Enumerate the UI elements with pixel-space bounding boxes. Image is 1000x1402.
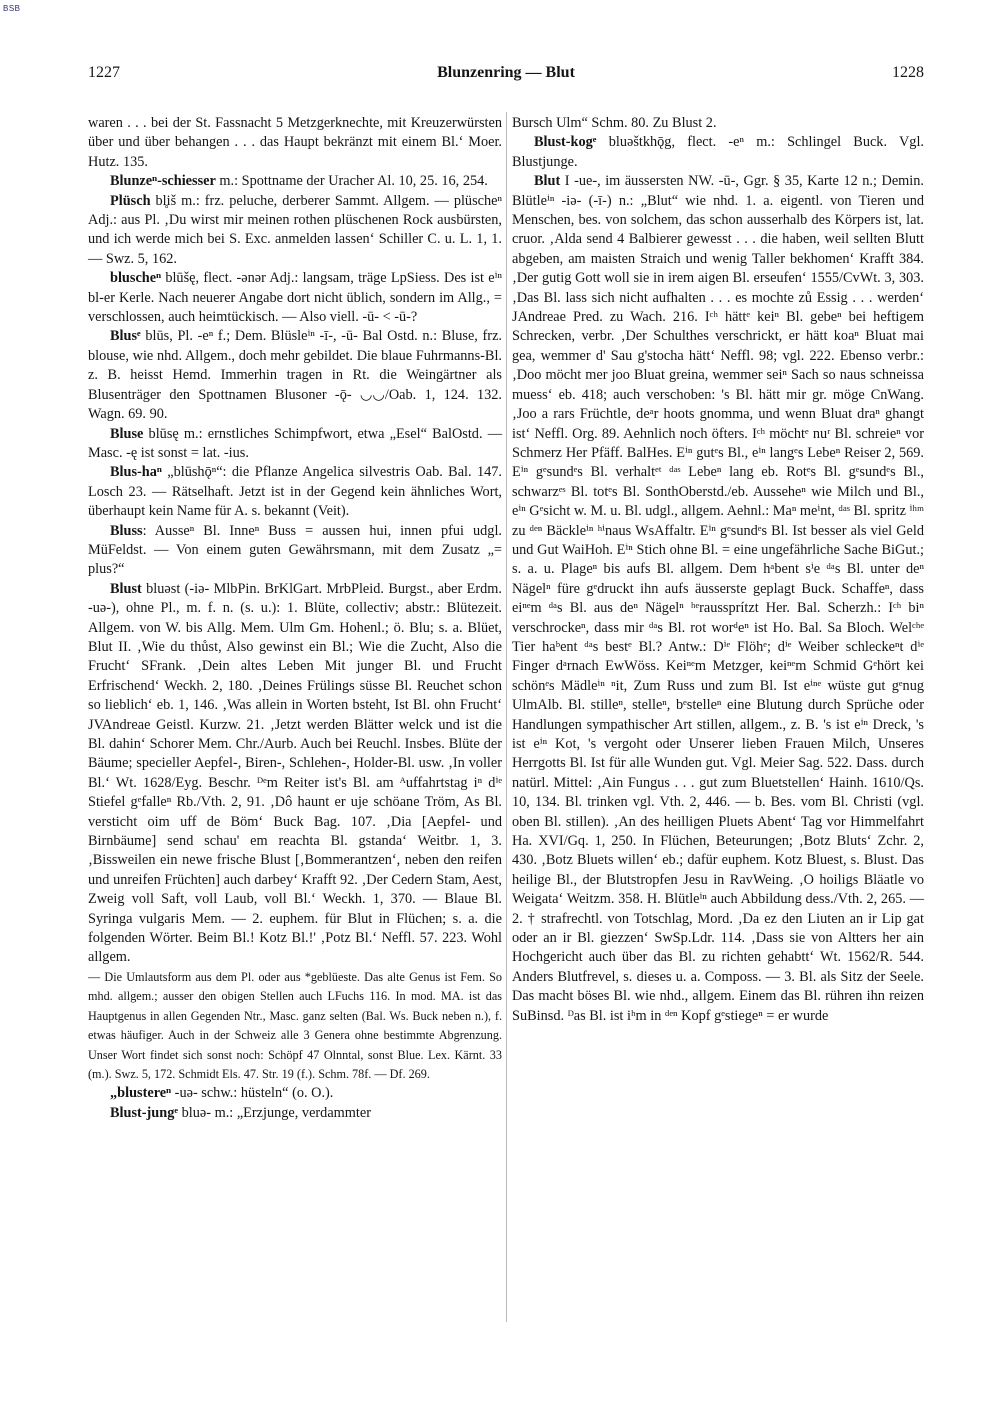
entry-text: blūs, Pl. -eⁿ f.; Dem. Blüsleⁱⁿ -ī-, -ū- Bal Ostd. n.: Bluse, frz. blouse, wie nhd. Allgem., doch mehr gebildet. Die blaue Fuhrmanns-Bl. z. B. heisst Hemd. Immerhin tragen in Rt. die Weingärtner als Blusenträger den Spottnamen Blusoner -ǭ- ◡◡/Oab. 1, 124. 132. Wagn. 69. 90. bbox=[88, 328, 502, 423]
page-number-right: 1228 bbox=[892, 64, 924, 81]
dictionary-entry bbox=[512, 172, 924, 1026]
entry-headword: Blus-haⁿ bbox=[110, 464, 162, 481]
page-header bbox=[88, 64, 924, 86]
entry-text: bluəštkhǭg, flect. -eⁿ m.: Schlingel Buck. Vgl. Blustjunge. bbox=[512, 134, 924, 170]
dictionary-entry bbox=[88, 1084, 502, 1103]
entry-headword: Blunzeⁿ-schiesser bbox=[110, 173, 216, 190]
left-column bbox=[88, 114, 502, 1319]
dictionary-entry bbox=[88, 522, 502, 580]
entry-headword: Bluse bbox=[110, 425, 144, 442]
entry-text: waren . . . bei der St. Fassnacht 5 Metzgerknechte, mit Kreuzerwürsten über und über behangen . . . das Haupt bekränzt mit einem Bl.‘ Moer. Hutz. 135. bbox=[88, 115, 502, 170]
entry-text: „blūshǭⁿ“: die Pflanze Angelica silvestris Oab. Bal. 147. Losch 23. — Rätselhaft. Jetzt ist in der Gegend kein ähnliches Wort, überhaupt kein Name für A. s. bekannt (Veit). bbox=[88, 464, 502, 520]
entry-text: Bursch Ulm“ Schm. 80. Zu Blust 2. bbox=[512, 115, 717, 131]
entry-headword: bluscheⁿ bbox=[110, 270, 162, 287]
entry-text: m.: Spottname der Uracher Al. 10, 25. 16, 254. bbox=[215, 173, 488, 190]
library-stamp: BSB bbox=[3, 4, 21, 13]
entry-text: I -ue-, im äussersten NW. -ū-, Ggr. § 35, Karte 12 n.; Demin. Blütleⁱⁿ -iə- (-ī-) n.: „Blut“ wie nhd. 1. a. eigentl. von Tieren und Menschen, bes. von solchem, das schon ausserhalb des Körpers ist, lat. cruor. ‚Alda send 4 Balbierer gewesst . . . die haben, weil sellten Blutt abgeben, am maisten Straich und wenig Taller bekhomen‘ Krafft 384. ‚Der gutig Gott woll sie in irem aigen Bl. erseufen‘ 1555/CvWt. 3, 303. ‚Das Bl. lass sich nicht aufhalten . . . es mochte zů Essig . . . werden‘ JAndreae Pred. zu Wach. 216. Iᶜʰ hättᵉ keiⁿ Bl. gebeⁿ bei heftigem Schrecken, verbr. ‚Der Schulthes verschrickt, er hätt koaⁿ Bluat mai gea, wemmer d' Sau g'stocha hätt‘ Neffl. 98; vgl. 222. Ebenso verbr.: ‚Doo möcht mer joo Bluat greina, wemmer seiⁿ Sach so naus schneissa muess‘ eb. 418; auch verschoben: 's Bl. hätt mir gr. möge CnWang. ‚Joo a rars Früchtle, deᵃr hoots gnomma, und wenn Bluat draⁿ ghangt ist‘ Neffl. Org. 89. Aehnlich noch öfters. Iᶜʰ möchtᵉ nuʳ Bl. schreieⁿ vor Schmerz Her Pfäff. BalHes. Eⁱⁿ gutᵉs Bl., eⁱⁿ langᵉs Lebeⁿ Reiser 2, 569. Eⁱⁿ gᵉsundᵉs Bl. verhaltᵉᵗ ᵈᵃˢ Lebeⁿ lang eb. Rotᵉs Bl. gᵉsundᵉs Bl., schwarzᵉˢ Bl. totᵉs Bl. SonthOberstd./eb. Ausseheⁿ wie Milch und Bl., eⁱⁿ Gᵉsicht w. M. u. Bl. udgl., allgem. Aehnl.: Maⁿ meⁱnt, ᵈᵃˢ Bl. spritz ⁱʰᵐ zu ᵈᵉⁿ Bäckleⁱⁿ ʰⁱnaus WsAffaltr. Eⁱⁿ gᵉsundᵉs Bl. Ist besser als viel Geld und Gut WaiHoh. Eⁱⁿ Stich ohne Bl. = eine ungefährliche Sache BiGut.; s. a. u. Plageⁿ bis aufs Bl. allgem. Dem hᵃbent sⁱe ᵈᵃs Bl. unter deⁿ Nägelⁿ füre gᵉdruckt ihn aufs äusserste geplagt Buck. Schaffeⁿ, dass eiⁿᵉm ᵈᵃs Bl. aus deⁿ Nägelⁿ ʰᵉraussprítzt Her. Bal. Scherzh.: Iᶜʰ biⁿ verschrockeⁿ, dass mir ᵈᵃs Bl. rot worᵈeⁿ ist Ho. Bal. Sa Bloch. Welᶜʰᵉ Tier haᵇent ᵈᵃs bestᵉ Bl.? Antw.: Dⁱᵉ Flöhᵉ; dⁱᵉ Weiber schleckeⁿt dⁱᵉ Finger dᵃrnach EwWöss. Keiⁿᵉm Metzger, keiⁿᵉm Schmid Gᵉhört kei schönᵉs Mädleⁱⁿ ⁿit, Zum Russ und zum Bl. Ist eⁱⁿᵉ wüste gut gᵉnug UlmAlb. Bl. stilleⁿ, stelleⁿ, bᵉstelleⁿ eine Blutung durch Sprüche oder Handlungen sympathischer Art stillen, allgem., z. B. 's ist eⁱⁿ Dreck, 's ist eⁱⁿ Kot, 's vergoht oder Unserer lieben Frauen Milch, Unseres Herrgotts Bl. Ist für alle Wunden gut. Vgl. Meier Sag. 522. Dass. durch natürl. Mittel: ‚Ain Fungus . . . gut zum Bluetstellen‘ Hainh. 1610/Qs. 10, 134. Bl. trinken vgl. Vth. 2, 446. — b. Bes. vom Bl. Christi (vgl. oben Bl. stillen). ‚An des heilligen Pluets Abent‘ Tag vor Himmelfahrt Ha. XVI/Gq. 1, 250. In Flüchen, Beteurungen; ‚Botz Bluts‘ Zchr. 2, 430. ‚Botz Bluets willen‘ eb.; dafür euphem. Kotz Bluest, s. Blust. Das heilige Bl., der Blutstropfen Jesu in RavWeing. ‚O hoiligs Bläatle vo Weigata‘ Weitzm. 358. H. Blütleⁱⁿ auch Abbildung dess./Vth. 2, 265. — 2. † strafrechtl. von Totschlag, Mord. ‚Da ez den Liuten an ir Lip gat oder an ir Bl. giezzen‘ SwSp.Ldr. 114. ‚Dass sie von Altters her ain Hochgericht auch über das Bl. zu richten gehabtt‘ Wt. 1562/R. 544. Anders Blutfrevel, s. dieses u. a. Composs. — 3. Bl. als Sitz der Seele. Das macht böses Bl. wie nhd., allgem. Einem das Bl. rühren ihn reizen SuBinsd. ᴰas Bl. ist iʰm in ᵈᵉⁿ Kopf gᵉstiegeⁿ = er wurde bbox=[512, 173, 924, 1024]
entry-text: bl̥iš m.: frz. peluche, derberer Sammt. Allgem. — plüscheⁿ Adj.: aus Pl. ‚Du wirst mir meinen rothen plüschenen Rock ausbürsten, und ich werde mich bei S. Exc. anmelden lassen‘ Schiller C. u. L. 1, 1. — Swz. 5, 162. bbox=[88, 192, 502, 267]
dictionary-entry bbox=[88, 327, 502, 424]
dictionary-entry bbox=[88, 580, 502, 968]
entry-headword: Blust-jungᵉ bbox=[110, 1104, 179, 1121]
entry-headword: Blusᵉ bbox=[110, 328, 141, 345]
dictionary-entry bbox=[88, 463, 502, 521]
dictionary-entry bbox=[88, 172, 502, 191]
entry-continuation bbox=[512, 114, 924, 133]
etymology-note bbox=[88, 968, 502, 1084]
entry-headword: „blustereⁿ bbox=[110, 1085, 172, 1102]
right-column bbox=[512, 114, 924, 1319]
entry-text: blūšę, flect. -ənər Adj.: langsam, träge LpSiess. Des ist eⁱⁿ bl-er Kerle. Nach neuerer Angabe dort nicht üblich, sondern im Allg., = verschlossen, auch heimtückisch. — Also viell. -ū- < -ū-? bbox=[88, 270, 502, 326]
entry-headword: Blut bbox=[534, 173, 561, 190]
entry-text: bluə- m.: „Erzjunge, verdammter bbox=[178, 1104, 371, 1121]
dictionary-entry bbox=[88, 1104, 502, 1123]
entry-headword: Blust bbox=[110, 580, 142, 597]
dictionary-entry bbox=[88, 192, 502, 270]
entry-continuation bbox=[88, 114, 502, 172]
entry-text: — Die Umlautsform aus dem Pl. oder aus *geblüeste. Das alte Genus ist Fem. So mhd. allgem.; ausser den obigen Stellen auch LFuchs 116. In mod. MA. ist das Hauptgenus in allen Gegenden Ntr., Masc. ganz selten (Bal. Ws. Buck neben n.), f. etwas häufiger. Auch in der Schweiz alle 3 Genera ohne bestimmte Abgrenzung. Unser Wort findet sich sonst noch: Schöpf 47 Olnntal, sonst Blue. Lex. Kärnt. 33 (m.). Swz. 5, 172. Schmidt Els. 47. Str. 19 (f.). Schm. 78f. — Df. 269. bbox=[88, 969, 502, 1081]
entry-text: : Ausseⁿ Bl. Inneⁿ Buss = aussen hui, innen pfui udgl. MüFeldst. — Von einem guten Gewährsmann, mit dem Zusatz „= plus?“ bbox=[88, 522, 502, 578]
column-divider bbox=[506, 112, 507, 1322]
page-number-left: 1227 bbox=[88, 64, 120, 81]
dictionary-entry bbox=[512, 133, 924, 172]
entry-headword: Plüsch bbox=[110, 192, 151, 209]
entry-headword: Bluss bbox=[110, 522, 143, 539]
entry-text: bluəst (-iə- MlbPin. BrKlGart. MrbPleid. Burgst., aber Erdm. -uə-), ohne Pl., m. f. n. (s. u.): 1. Blüte, collectiv; abstr.: Blütezeit. Allgem. von W. bis Allg. Mem. Ulm Gm. Hohenl.; ö. Blu; s. a. Blüet, Blut II. ‚Wie du thůst, Also gewinst ein Bl.; Wie die Zucht, Also die Frucht‘ SFrank. ‚Dein altes Leben Mit junger Bl. und Frucht Erfrischend‘ Weckh. 2, 180. ‚Deines Frülings süsse Bl. Reuchet schon so lieblich‘ eb. 1, 146. ‚Was allein in Worten bsteht, Ist Bl. ohn Frucht‘ JVAndreae Geistl. Kurzw. 21. ‚Jetzt werden Blätter welck und ist die Bl. dahin‘ Schorer Mem. Chr./Aurb. Auch bei Reuchl. Insbes. Blüte der Bäume; specieller Aepfel-, Biren-, Schlehen-, Holder-Bl. usw. ‚In voller Bl.‘ Wt. 1628/Eyg. Beschr. ᴰᵉm Reiter ist's Bl. am ᴬuffahrtstag iⁿ dⁱᵉ Stiefel gᵉfalleⁿ Rb./Vth. 2, 91. ‚Dô haunt er uje schöane Tröm, As Bl. versticht oim uff de Böm‘ Buck Bag. 107. ‚Dia [Aepfel- und Birnbäume] send schau' em reachta Bl. gstanda‘ Weitbr. 1, 3. ‚Bissweilen ein newe frische Blust [‚Bommerantzen‘, neben den reifen und unreifen Früchten] auch darbey‘ Krafft 92. ‚Der Cedern Stam, Aest, Zweig voll Saft, voll Laub, voll Bl.‘ Weckh. 1, 370. — Blaue Bl. Syringa vulgaris Mem. — 2. euphem. für Blut in Flüchen; s. a. die folgenden Wörter. Beim Bl.! Kotz Bl.!' ‚Potz Bl.‘ Neffl. 57. 223. Wohl allgem. bbox=[88, 580, 502, 966]
running-title: Blunzenring — Blut bbox=[437, 64, 575, 81]
entry-headword: Blust-kogᵉ bbox=[534, 134, 597, 151]
entry-text: -uə- schw.: hüsteln“ (o. O.). bbox=[171, 1085, 334, 1102]
entry-text: blūsę m.: ernstliches Schimpfwort, etwa „Esel“ BalOstd. — Masc. -ę ist sonst = lat. -ius. bbox=[88, 425, 502, 461]
dictionary-entry bbox=[88, 269, 502, 327]
dictionary-entry bbox=[88, 425, 502, 464]
